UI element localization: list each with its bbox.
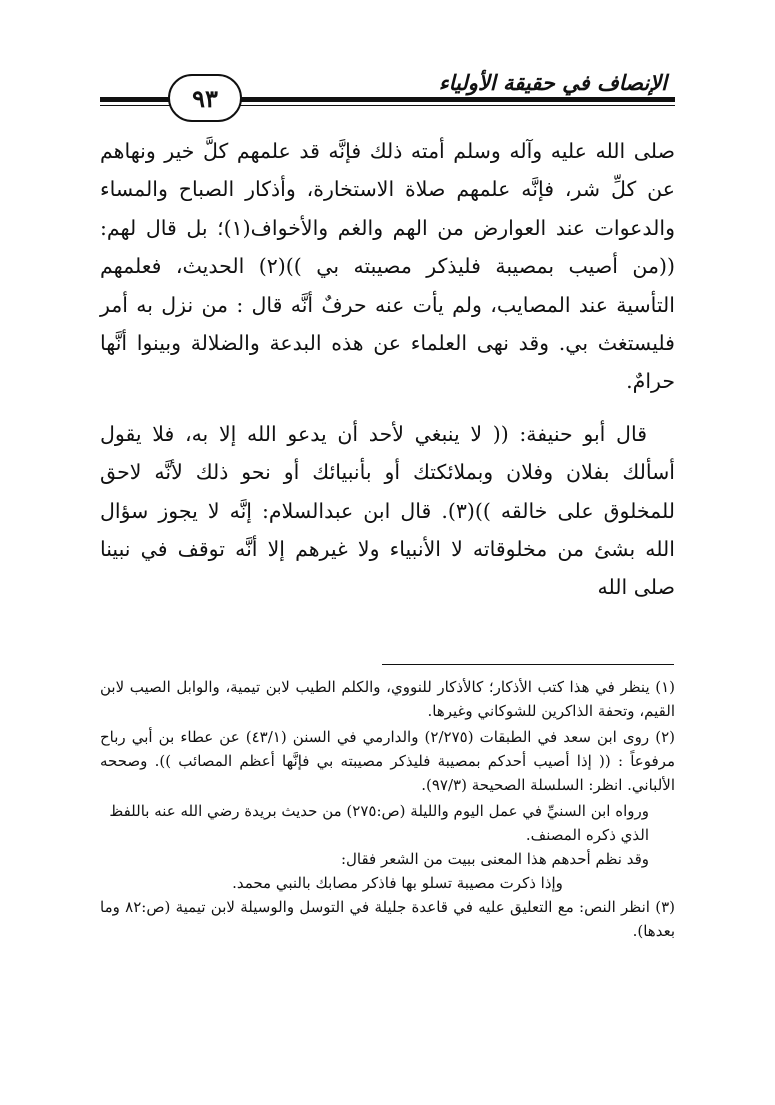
footnotes [100,675,675,945]
main-text [100,132,675,607]
footnote-2-poem-intro: وقد نظم أحدهم هذا المعنى ببيت من الشعر فقال: [340,850,649,868]
footnote-separator [382,664,674,665]
page-number-badge [168,74,242,122]
footnote-3: (٣) انظر النص: مع التعليق عليه في قاعدة جليلة في التوسل والوسيلة لابن تيمية (ص:٨٢ وما بعدها). [100,898,675,940]
footnote-2-verse: وإذا ذكرت مصيبة تسلو بها فاذكر مصابك بالنبي محمد. [232,874,563,892]
footnote-1: (١) ينظر في هذا كتب الأذكار؛ كالأذكار للنووي، والكلم الطيب لابن تيمية، والوابل الصيب لابن القيم، وتحفة الذاكرين للشوكاني وغيرها. [100,678,675,720]
footnote-2: (٢) روى ابن سعد في الطبقات (٢/٢٧٥) والدارمي في السنن (٤٣/١) عن عطاء بن أبي رباح مرفوعاً : (( إذا أصيب أحدكم بمصيبة فليذكر مصيبته بي فإنَّها أعظم المصائب )). وصححه الألباني. انظر: السلسلة الصحيحة (٩٧/٣). [100,728,675,794]
main-paragraph-2: قال أبو حنيفة: (( لا ينبغي لأحد أن يدعو الله إلا به، فلا يقول أسألك بفلان وفلان وبملائكتك أو بأنبيائك أو نحو ذلك لأنَّه لاحق للمخلوق على خالقه ))(٣). قال ابن عبدالسلام: إنَّه لا يجوز سؤال الله بشئ من مخلوقاته لا الأنبياء ولا غيرهم إلا أنَّه توقف في نبينا صلى الله [100,421,675,600]
running-title: الإنصاف في حقيقة الأولياء [438,70,667,95]
footnote-2-continuation: ورواه ابن السنيِّ في عمل اليوم والليلة (ص:٢٧٥) من حديث بريدة رضي الله عنه باللفظ الذي ذكره المصنف. [109,802,649,844]
main-paragraph-1: صلى الله عليه وآله وسلم أمته ذلك فإنَّه قد علمهم كلَّ خير ونهاهم عن كلِّ شر، فإنَّه علمهم صلاة الاستخارة، وأذكار الصباح والمساء والدعوات عند العوارض من الهم والغم والأخواف(١)؛ بل قال لهم: ((من أصيب بمصيبة فليذكر مصيبته بي ))(٢) الحديث، فعلمهم التأسية عند المصايب، ولم يأت عنه حرفٌ أنَّه قال : من نزل به أمر فليستغث بي. وقد نهى العلماء عن هذه البدعة والضلالة وبينوا أنَّها حرامٌ. [100,139,675,394]
page-number: ٩٣ [192,83,218,113]
